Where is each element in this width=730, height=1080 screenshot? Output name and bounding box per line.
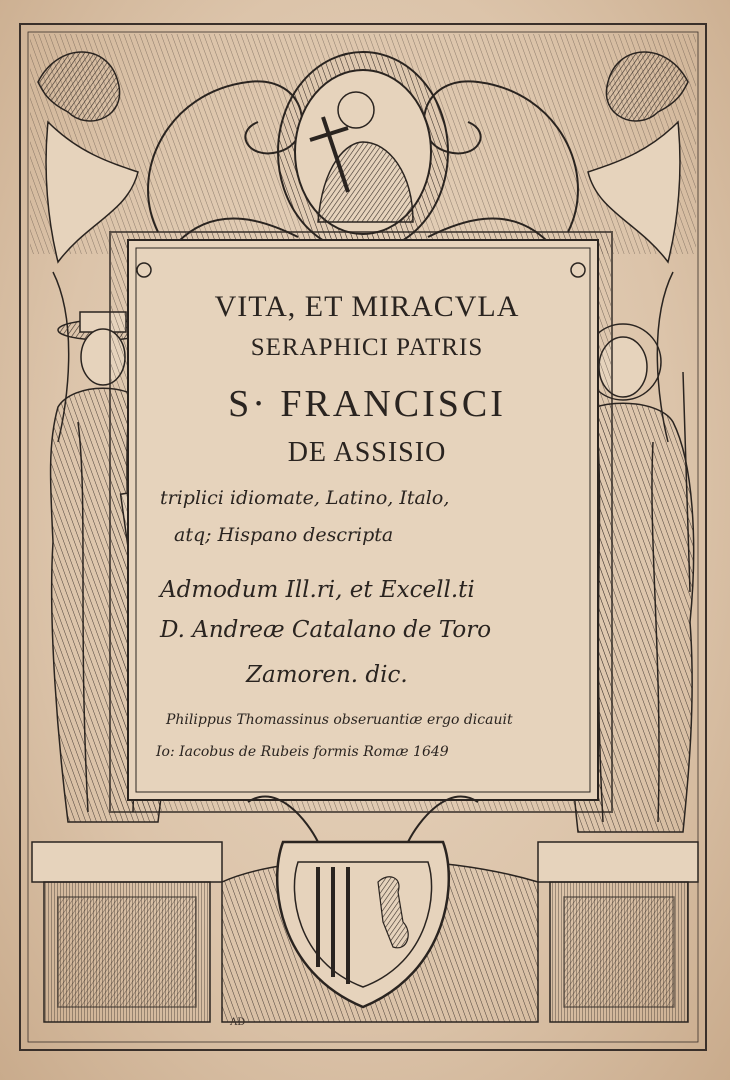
dedication-line-zamoren: Zamoren. dic. xyxy=(246,662,408,688)
title-line-seraphici: SERAPHICI PATRIS xyxy=(250,334,484,361)
title-line-vita: VITA, ET MIRACVLA xyxy=(214,290,520,323)
right-pedestal xyxy=(538,842,698,1022)
engraver-credit: Philippus Thomassinus obseruantiæ ergo dicauit xyxy=(166,712,513,728)
title-text-block xyxy=(146,262,588,807)
publisher-imprint: Io: Iacobus de Rubeis formis Romæ 1649 xyxy=(156,744,449,760)
title-line-hispano: atq; Hispano descripta xyxy=(174,524,394,546)
title-line-idiomate: triplici idiomate, Latino, Italo, xyxy=(160,487,450,509)
left-pedestal xyxy=(32,842,222,1022)
engraving-plate xyxy=(18,22,708,1052)
title-line-assisio: DE ASSISIO xyxy=(287,437,447,468)
dedication-line-andreae: D. Andreæ Catalano de Toro xyxy=(160,617,492,643)
title-line-francisci: S· FRANCISCI xyxy=(228,383,506,425)
dedication-line-admodum: Admodum Ill.ri, et Excell.ti xyxy=(160,577,475,603)
engraver-monogram: AD xyxy=(230,1017,246,1028)
